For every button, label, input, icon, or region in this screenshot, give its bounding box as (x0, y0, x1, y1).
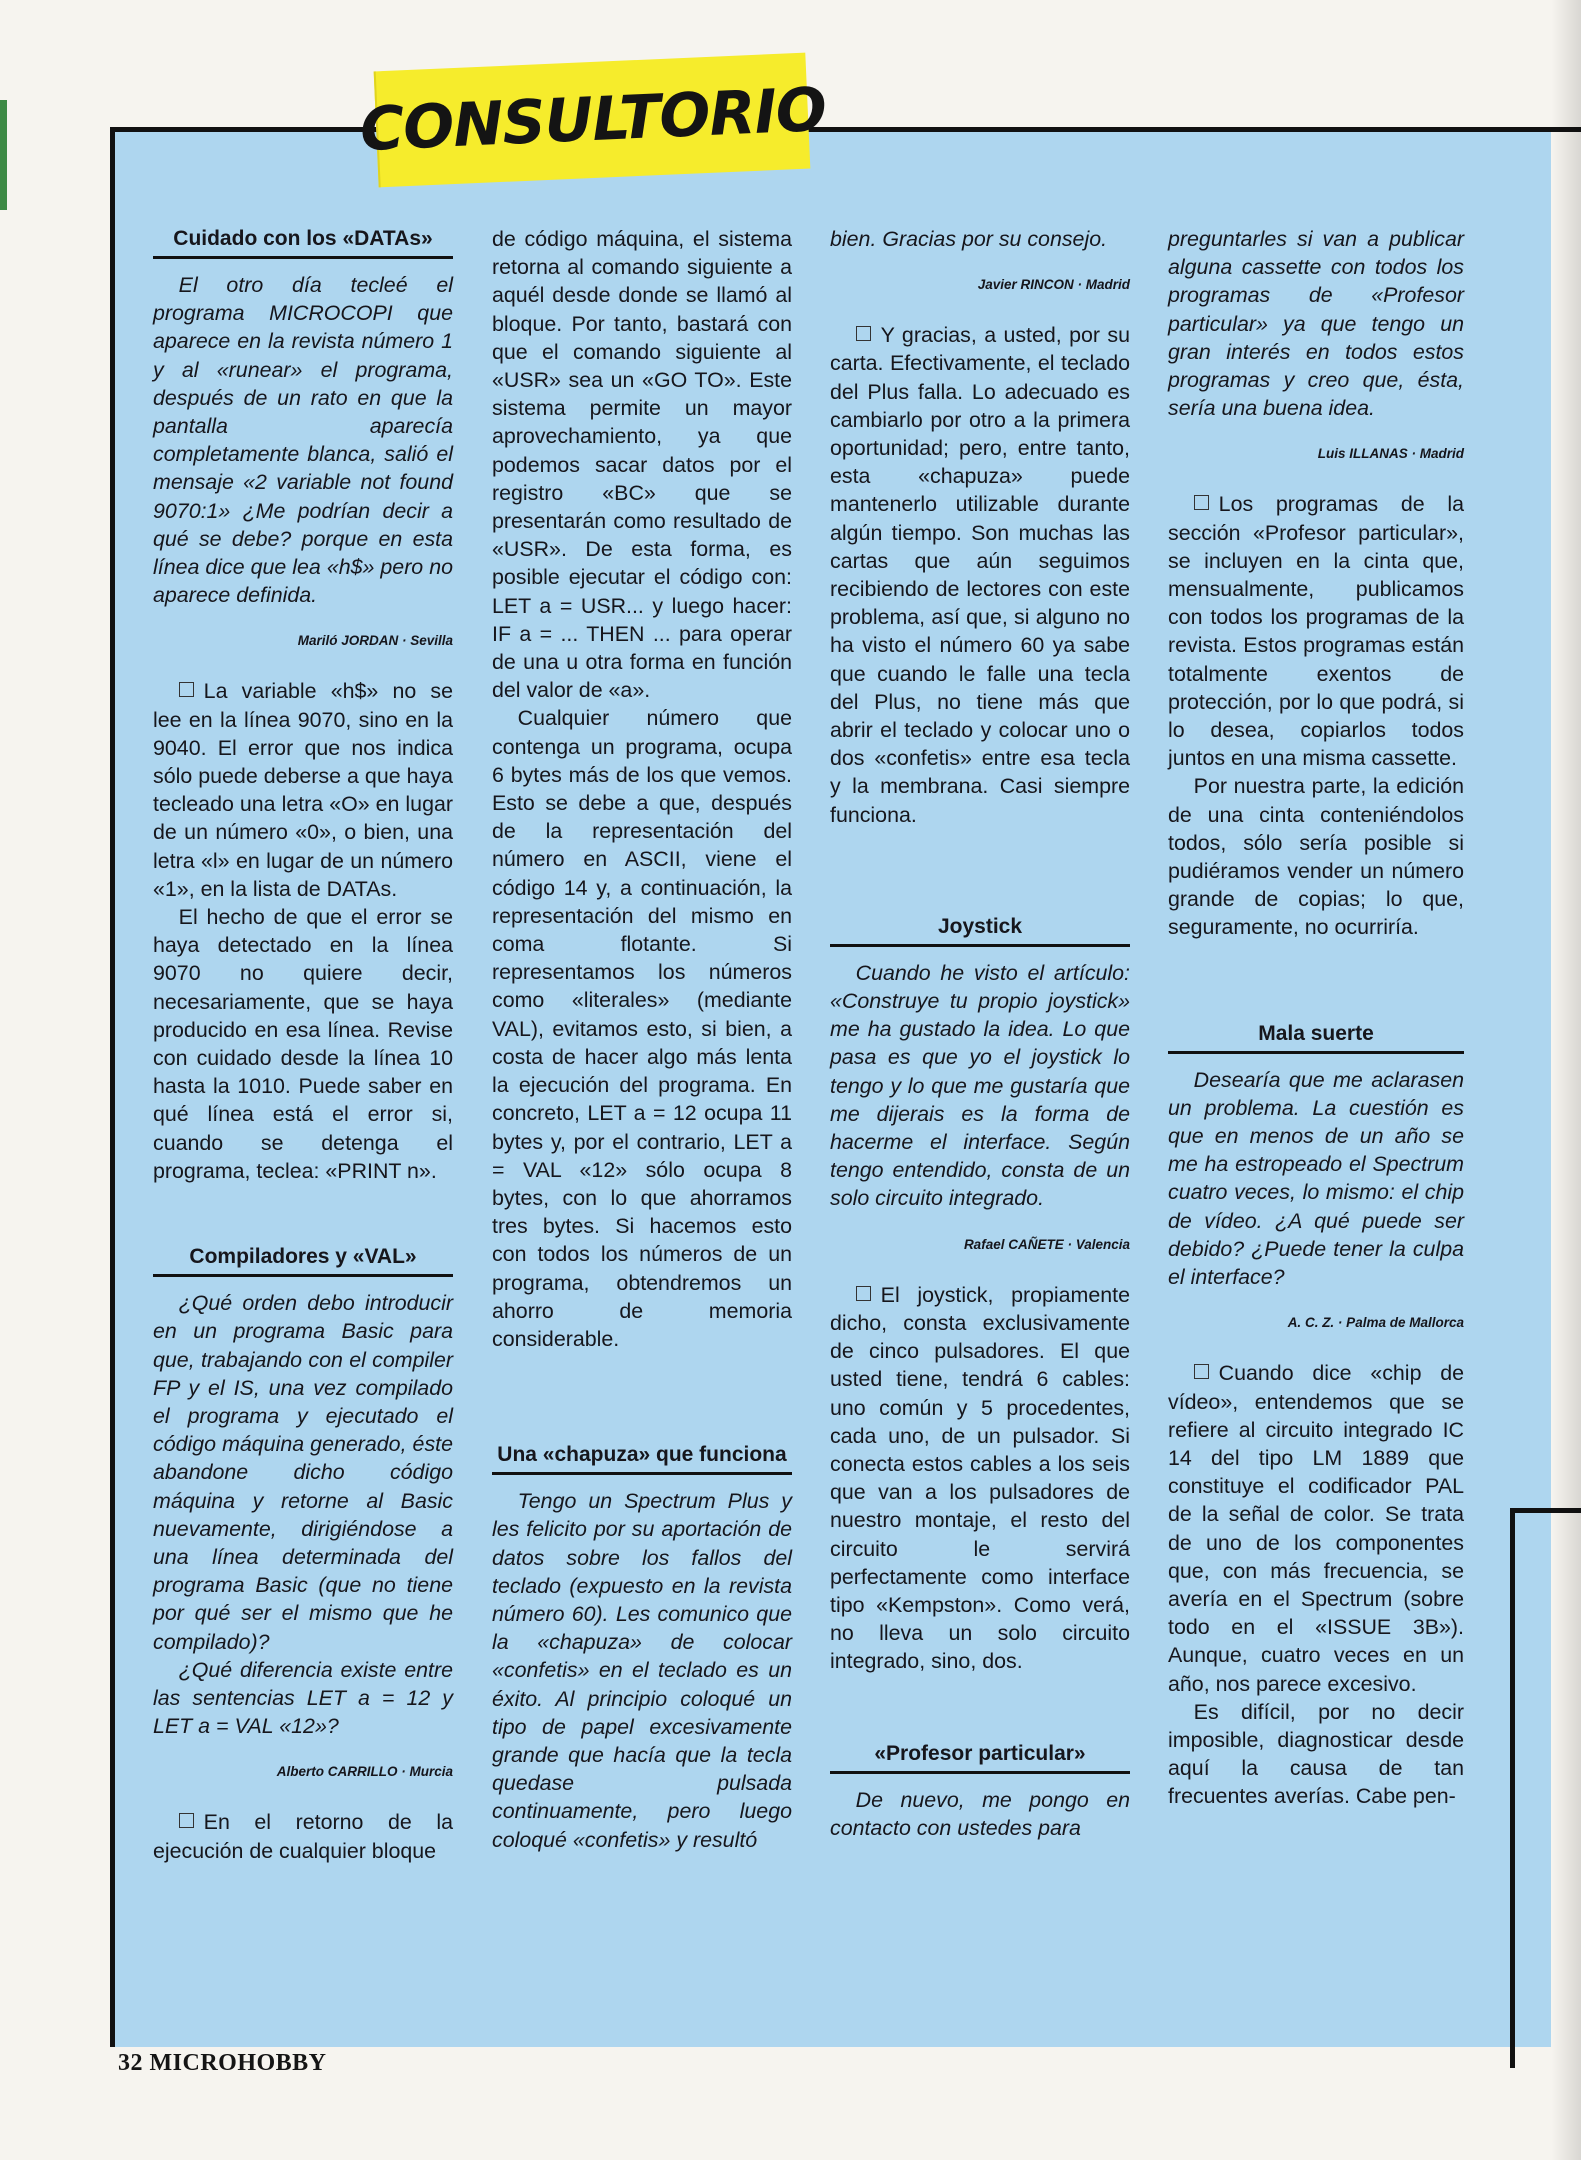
answer-box-icon (856, 1286, 871, 1301)
letter-chapuza-cont: bien. Gracias por su consejo. (830, 227, 1108, 251)
answer-box-icon (179, 1813, 194, 1828)
answer-box-icon (179, 682, 194, 697)
answer-datas-text: La variable «h$» no se lee en la línea 9070, sino en la 9040. El error que nos indica sólo puede deberse a que haya tecleado una letra «O» en lugar de un número «0», o bien, una letra «l» en lugar de un número «1», en la lista de DATAs. (153, 679, 453, 901)
section-title: CONSULTORIO (358, 74, 828, 166)
letter-mala-suerte: Desearía que me aclarasen un problema. La cuestión es que en menos de un año se me ha estropeado el Spectrum cuatro veces, lo mismo: el chip de vídeo. ¿A qué puede ser debido? ¿Puede tener la culpa el interface? (1168, 1067, 1464, 1290)
letter-joystick: Cuando he visto el artículo: «Construye tu propio joystick» me ha gustado la idea. Lo que pasa es que yo el joystick lo tengo y lo que me gustaría que me dijerais es la forma de hacerme el interface. Según tengo entendido, consta de un solo circuito integrado. (830, 960, 1130, 1211)
answer-mala-suerte-text: Cuando dice «chip de vídeo», entendemos que se refiere al circuito integrado IC 14 del tipo LM 1889 que constituye el codificador PAL de la señal de color. Se trata de uno de los componentes que, con más frecuencia, se avería en el Spectrum (sobre todo en el «ISSUE 3B»). Aunque, cuatro veces en un año, nos parece excesivo. (1168, 1361, 1464, 1696)
right-rule-vertical (1510, 1508, 1515, 2068)
letter-compiladores-2: ¿Qué diferencia existe entre las sentencias LET a = 12 y LET a = VAL «12»? (153, 1657, 453, 1739)
letter-profesor: De nuevo, me pongo en contacto con ustedes para (830, 1787, 1130, 1840)
signature-illanas: Luis ILLANAS · Madrid (1317, 446, 1464, 462)
answer-mala-suerte-2: Es difícil, por no decir imposible, diagnosticar desde aquí la causa de tan frecuentes averías. Cabe pen- (1168, 1699, 1464, 1809)
answer-mala-suerte (1168, 1359, 1464, 1697)
heading-mala-suerte: Mala suerte (1168, 1020, 1464, 1054)
magazine-name: MICROHOBBY (149, 2050, 327, 2076)
signature-rincon: Javier RINCON · Madrid (977, 277, 1130, 293)
answer-chapuza-text: Y gracias, a usted, por su carta. Efectivamente, el teclado del Plus falla. Lo adecuado es cambiarlo por otro a la primera oportunidad; pero, entre tanto, esta «chapuza» puede mantenerlo utilizable durante algún tiempo. Son muchas las cartas que aún seguimos recibiendo de lectores con este problema, así que, si alguno no ha visto el número 60 ya sabe que cuando le falle una tecla del Plus, no tiene más que abrir el teclado y colocar uno o dos «confetis» entre esa tecla y la membrana. Casi siempre funciona. (830, 323, 1130, 827)
signature-acz: A. C. Z. · Palma de Mallorca (1287, 1315, 1464, 1331)
column-2 (492, 225, 792, 1854)
column-3 (830, 225, 1130, 1842)
letter-compiladores: ¿Qué orden debo introducir en un programa Basic para que, trabajando con el compiler FP y el IS, una vez compilado el programa y ejecutado el código máquina generado, éste abandone dicho código máquina y retorne al Basic nuevamente, dirigiéndose a una línea determinada del programa Basic (que no tiene por qué ser el mismo que he compilado)? (153, 1291, 453, 1654)
answer-datas (153, 677, 453, 903)
answer-box-icon (1194, 1364, 1209, 1379)
heading-profesor: «Profesor particular» (830, 1740, 1130, 1774)
letter-profesor-cont: preguntarles si van a publicar alguna cassette con todos los programas de «Profesor particular» ya que tengo un gran interés en todos estos programas y creo que, ésta, sería una buena idea. (1168, 227, 1464, 421)
answer-joystick-text: El joystick, propiamente dicho, consta exclusivamente de cinco pulsadores. El que usted tiene, tendrá 6 cables: uno común y 5 procedentes, cada uno, de un pulsador. Si conecta estos cables a los seis que van a los pulsadores de nuestro montaje, el resto del circuito le servirá perfectamente como interface tipo «Kempston». Como verá, no lleva un solo circuito integrado, sino, dos. (830, 1282, 1130, 1674)
signature-jordan: Mariló JORDAN · Sevilla (297, 633, 453, 649)
letter-datas: El otro día tecleé el programa MICROCOPI que aparece en la revista número 1 y al «runear» el programa, después de un rato en que la pantalla aparecía completamente blanca, salió el mensaje «2 variable not found 9070:1» ¿Me podrían decir a qué se debe? porque en esta línea dice que lea «h$» pero no aparece definida. (153, 273, 453, 608)
answer-joystick (830, 1281, 1130, 1676)
heading-datas: Cuidado con los «DATAs» (153, 225, 453, 259)
letter-chapuza: Tengo un Spectrum Plus y les felicito por su aportación de datos sobre los fallos del teclado (expuesto en la revista número 60). Les comunico que la «chapuza» de colocar «confetis» en el teclado es un éxito. Al principio coloqué un tipo de papel excesivamente grande que hacía que la tecla quedase pulsada continuamente, pero luego coloqué «confetis» y resultó (492, 1489, 792, 1852)
heading-chapuza: Una «chapuza» que funciona (492, 1441, 792, 1475)
answer-profesor (1168, 490, 1464, 772)
column-4 (1168, 225, 1464, 1811)
page-footer (118, 2050, 327, 2077)
column-1 (153, 225, 453, 1865)
page-edge-strip (0, 100, 7, 210)
answer-chapuza (830, 321, 1130, 829)
answer-datas-2: El hecho de que el error se haya detectado en la línea 9070 no quiere decir, necesariamente, que se haya producido en esa línea. Revise con cuidado desde la línea 10 hasta la 1010. Puede saber en qué línea está el error si, cuando se detenga el programa, teclea: «PRINT n». (153, 905, 453, 1183)
heading-joystick: Joystick (830, 913, 1130, 947)
answer-compiladores (153, 1808, 453, 1864)
section-title-banner (358, 53, 828, 188)
answer-profesor-text: Los programas de la sección «Profesor particular», se incluyen en la cinta que, mensualmente, publicamos con todos los programas de la revista. Estos programas están totalmente exentos de protección, por lo que podrá, si lo desea, copiarlos todos juntos en una misma cassette. (1168, 492, 1464, 771)
answer-compiladores-cont: de código máquina, el sistema retorna al comando siguiente a aquél desde donde se llamó al bloque. Por tanto, bastará con que el comando siguiente al «USR» sea un «GO TO». Este sistema permite un mayor aprovechamiento, ya que podemos sacar datos por el registro «BC» que se presentarán como resultado de «USR». De esta forma, es posible ejecutar el código con: LET a = USR... y luego hacer: IF a = ... THEN ... para operar de una u otra forma en función del valor de «a». (492, 227, 792, 703)
answer-box-icon (1194, 495, 1209, 510)
answer-profesor-2: Por nuestra parte, la edición de una cinta conteniéndolos todos, sólo sería posible si pudiéramos vender un número grande de copias; lo que, seguramente, no ocurriría. (1168, 774, 1464, 940)
heading-compiladores: Compiladores y «VAL» (153, 1243, 453, 1277)
answer-compiladores-text: En el retorno de la ejecución de cualquier bloque (153, 1810, 453, 1863)
answer-box-icon (856, 326, 871, 341)
answer-compiladores-2: Cualquier número que contenga un programa, ocupa 6 bytes más de los que vemos. Esto se debe a que, después de la representación del número en ASCII, viene el código 14 y, a continuación, la representación del mismo en coma flotante. Si representamos los números como «literales» (mediante VAL), evitamos esto, si bien, a costa de hacer algo más lenta la ejecución del programa. En concreto, LET a = 12 ocupa 11 bytes y, por el contrario, LET a = VAL «12» sólo ocupa 8 bytes, con lo que ahorramos tres bytes. Si hacemos esto con todos los números de un programa, obtendremos un ahorro de memoria considerable. (492, 706, 792, 1351)
page-number: 32 (118, 2050, 143, 2076)
signature-canete: Rafael CAÑETE · Valencia (963, 1236, 1130, 1252)
page-fold-shadow (1551, 0, 1581, 2160)
signature-carrillo: Alberto CARRILLO · Murcia (276, 1764, 453, 1780)
